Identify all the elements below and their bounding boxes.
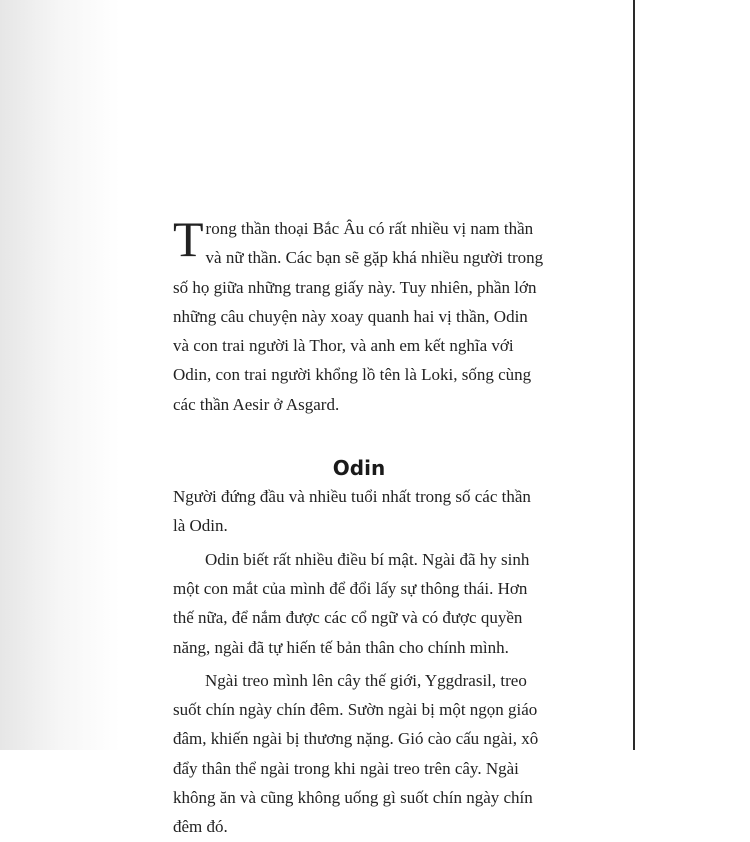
- paragraph-1: Người đứng đầu và nhiều tuổi nhất trong số các thần là Odin.: [173, 487, 531, 536]
- drop-cap: T: [173, 211, 204, 267]
- section-heading: Odin: [332, 456, 386, 481]
- right-margin: [635, 0, 750, 750]
- intro-text: rong thần thoại Bắc Âu có rất nhiều vị nam thần và nữ thần. Các bạn sẽ gặp khá nhiều người trong số họ giữa những trang giấy này. Tuy nhiên, phần lớn những câu chuyện này xoay quanh hai vị thần, Odin và con trai người là Thor, và anh em kết nghĩa với Odin, con trai người khổng lồ tên là Loki, sống cùng các thần Aesir ở Asgard.: [173, 219, 544, 414]
- text-block: [173, 211, 545, 842]
- intro-paragraph: [173, 211, 545, 419]
- paragraph-2: Odin biết rất nhiều điều bí mật. Ngài đã hy sinh một con mắt của mình để đổi lấy sự thông thái. Hơn thế nữa, để nắm được các cổ ngữ và có được quyền năng, ngài đã tự hiến tế bản thân cho chính mình.: [173, 549, 530, 657]
- page-spine-shadow: [0, 0, 120, 750]
- paragraph-3: Ngài treo mình lên cây thế giới, Yggdrasil, treo suốt chín ngày chín đêm. Sườn ngài bị một ngọn giáo đâm, khiến ngài bị thương nặng. Gió cào cấu ngài, xô đẩy thân thể ngài trong khi ngài treo trên cây. Ngài không ăn và cũng không uống gì suốt chín ngày chín đêm đó.: [173, 670, 539, 837]
